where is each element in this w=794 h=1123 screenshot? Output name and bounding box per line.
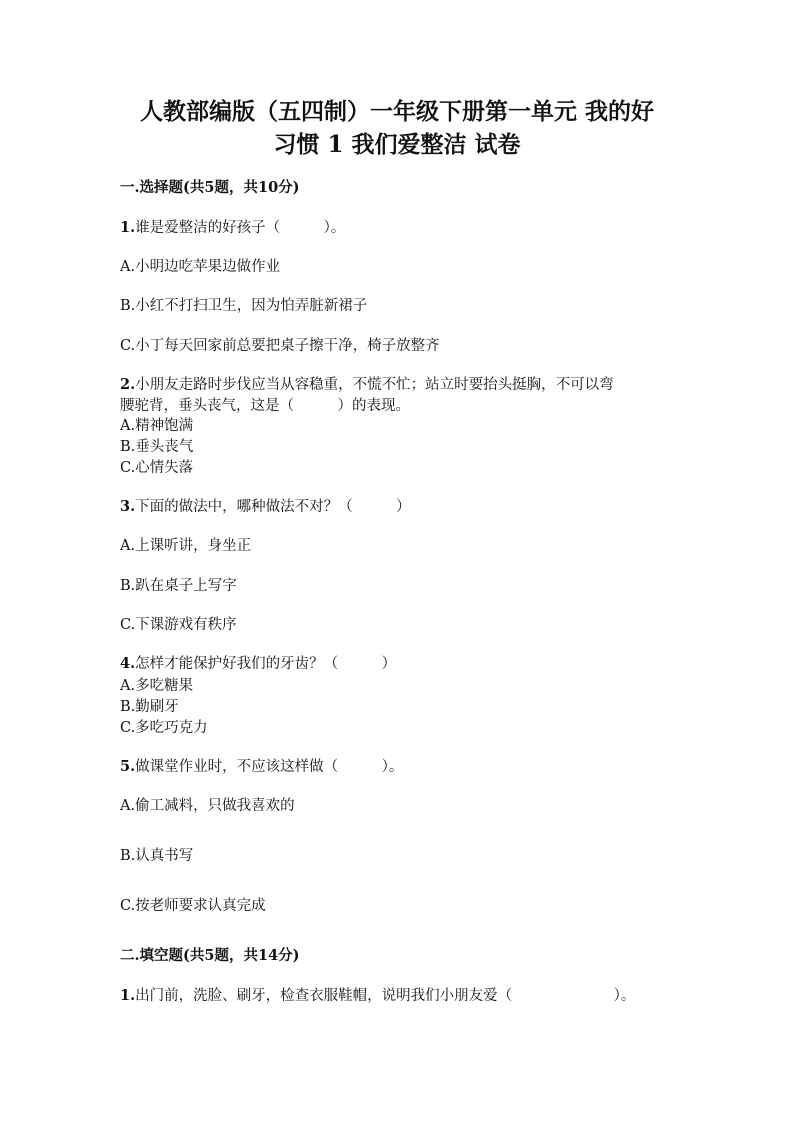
question-1	[120, 218, 345, 238]
question-stem: 谁是爱整洁的好孩子（ ）。	[135, 220, 346, 236]
question-stem: 怎样才能保护好我们的牙齿？（ ）	[135, 656, 397, 672]
question-stem: 做课堂作业时，不应该这样做（ ）。	[135, 759, 404, 775]
question-number: 1.	[120, 219, 136, 236]
q3-option-a: A.上课听讲，身坐正	[120, 538, 252, 554]
q4-option-c: C.多吃巧克力	[120, 720, 208, 736]
fill-question-1	[120, 986, 635, 1006]
q3-option-b: B.趴在桌子上写字	[120, 578, 237, 594]
q2-option-b: B.垂头丧气	[120, 439, 194, 455]
q2-option-a: A.精神饱满	[120, 418, 194, 434]
question-2	[120, 375, 614, 395]
question-stem: 出门前，洗脸、刷牙，检查衣服鞋帽，说明我们小朋友爱（ ）。	[135, 988, 636, 1004]
q5-option-a: A.偷工减料，只做我喜欢的	[120, 798, 295, 814]
q5-option-c: C.按老师要求认真完成	[120, 898, 266, 914]
question-2-line2: 腰驼背，垂头丧气，这是（ ）的表现。	[120, 398, 410, 414]
section-heading-choice: 一.选择题(共5题，共10分)	[120, 179, 300, 196]
exam-title-line2: 习惯 1 我们爱整洁 试卷	[273, 131, 521, 158]
section-heading-fill: 二.填空题(共5题，共14分)	[120, 947, 300, 964]
q2-option-c: C.心情失落	[120, 460, 194, 476]
question-number: 1.	[120, 987, 136, 1004]
question-stem-line1: 小朋友走路时步伐应当从容稳重，不慌不忙；站立时要抬头挺胸，不可以弯	[135, 377, 614, 393]
q1-option-b: B.小红不打扫卫生，因为怕弄脏新裙子	[120, 298, 368, 314]
question-4	[120, 654, 396, 674]
q1-option-c: C.小丁每天回家前总要把桌子擦干净，椅子放整齐	[120, 338, 440, 354]
question-stem: 下面的做法中，哪种做法不对？（ ）	[135, 499, 411, 515]
q1-option-a: A.小明边吃苹果边做作业	[120, 259, 281, 275]
q4-option-b: B.勤刷牙	[120, 699, 179, 715]
q3-option-c: C.下课游戏有秩序	[120, 617, 237, 633]
question-number: 4.	[120, 655, 136, 672]
q4-option-a: A.多吃糖果	[120, 678, 194, 694]
question-number: 5.	[120, 758, 136, 775]
question-3	[120, 497, 411, 517]
question-number: 3.	[120, 498, 136, 515]
question-number: 2.	[120, 376, 136, 393]
question-5	[120, 757, 403, 777]
q5-option-b: B.认真书写	[120, 848, 194, 864]
exam-title-line1: 人教部编版（五四制）一年级下册第一单元 我的好	[139, 98, 654, 125]
